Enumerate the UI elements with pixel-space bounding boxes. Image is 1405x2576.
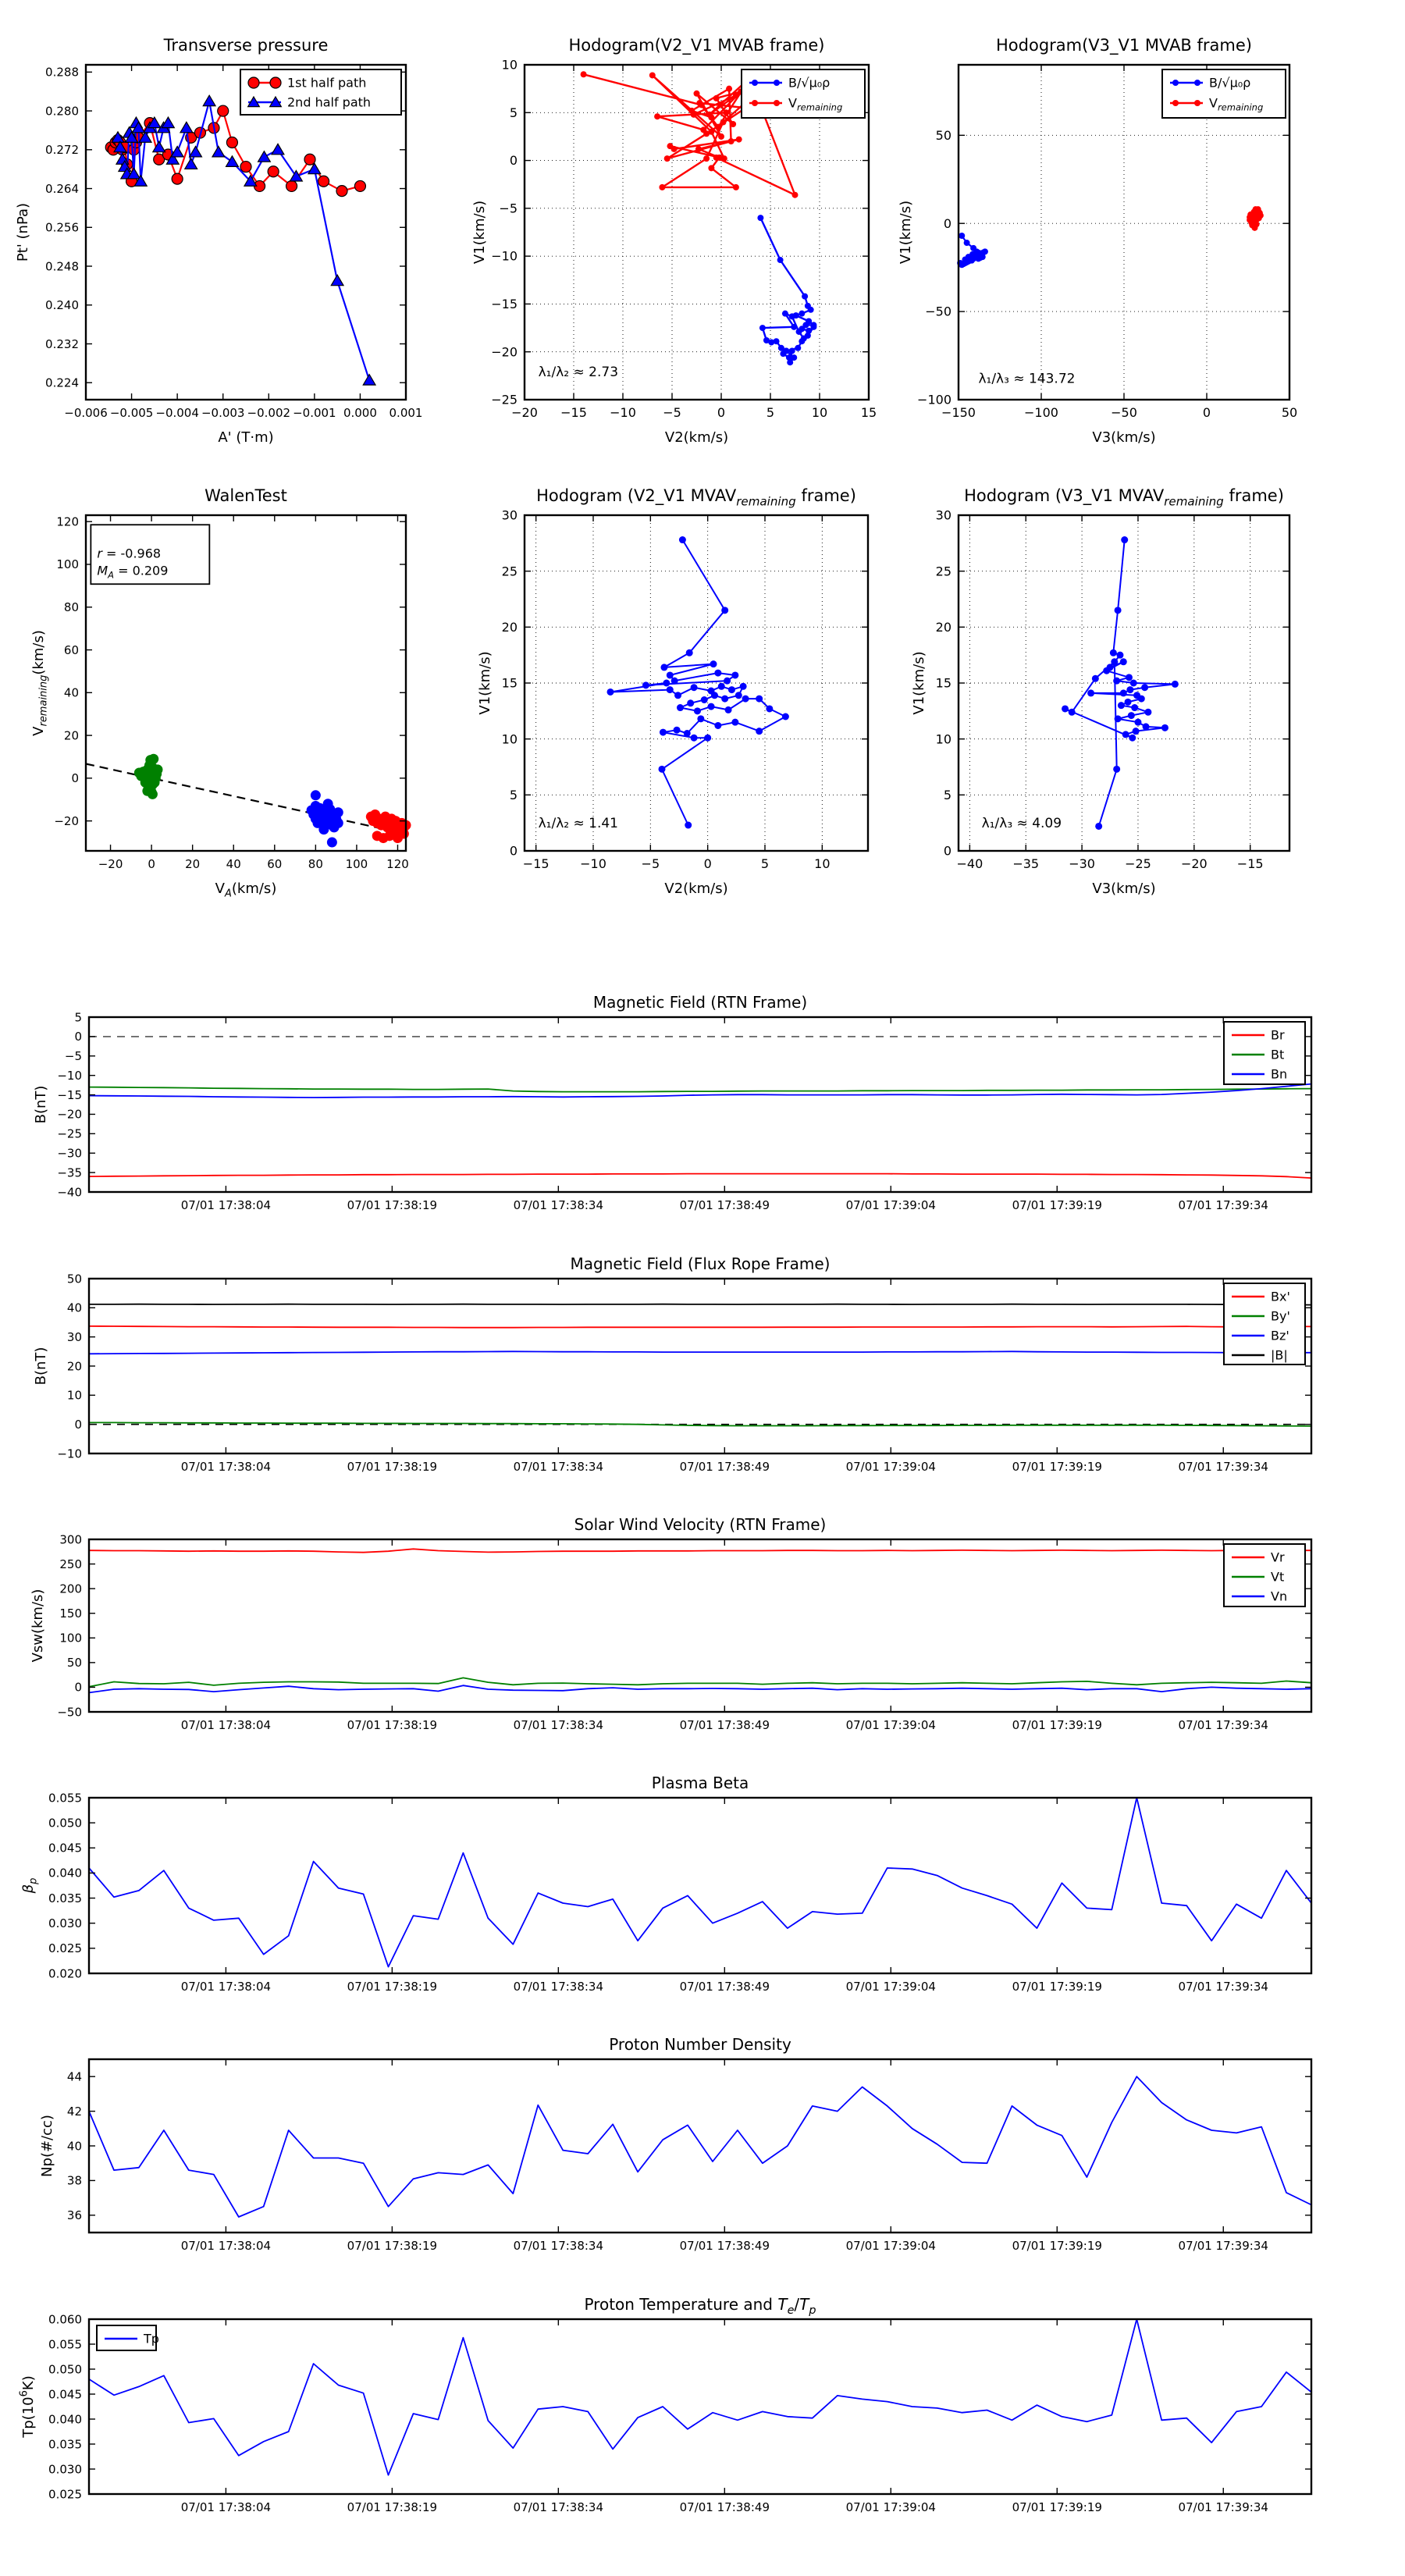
svg-text:Vremaining​: $V_{remaining}$ xyxy=(1209,95,1264,113)
svg-text:38: 38 xyxy=(66,2173,82,2188)
svg-text:Plasma Beta: Plasma Beta xyxy=(651,1774,749,1792)
svg-text:By': By' xyxy=(1271,1308,1290,1324)
svg-text:|B|: |B| xyxy=(1271,1347,1288,1363)
svg-text:0.060: 0.060 xyxy=(48,2312,82,2327)
svg-text:V1(km/s): V1(km/s) xyxy=(471,200,488,265)
svg-text:50: 50 xyxy=(1281,405,1298,420)
svg-text:07/01 17:39:04: 07/01 17:39:04 xyxy=(845,2239,936,2253)
svg-text:−10: −10 xyxy=(57,1068,82,1083)
svg-text:0.001: 0.001 xyxy=(389,406,423,420)
svg-text:Vsw(km/s): Vsw(km/s) xyxy=(30,1589,46,1663)
svg-text:λ₁/λ₃ ≈ 4.09: λ₁/λ₃ ≈ 4.09 xyxy=(981,815,1062,831)
svg-text:−0.001: −0.001 xyxy=(293,406,336,420)
svg-text:−20: −20 xyxy=(54,813,79,828)
svg-text:07/01 17:39:19: 07/01 17:39:19 xyxy=(1012,1718,1102,1732)
svg-text:0.288: 0.288 xyxy=(45,65,79,80)
svg-text:0.025: 0.025 xyxy=(48,2487,82,2502)
svg-text:07/01 17:38:19: 07/01 17:38:19 xyxy=(347,2500,438,2514)
svg-text:0: 0 xyxy=(509,843,518,859)
svg-text:−0.002: −0.002 xyxy=(247,406,291,420)
svg-text:07/01 17:38:49: 07/01 17:38:49 xyxy=(679,2500,770,2514)
svg-text:−15: −15 xyxy=(560,405,587,420)
svg-text:Hodogram(V3_V1 MVAB frame): Hodogram(V3_V1 MVAB frame) xyxy=(996,36,1252,55)
hodogram-v3v1-mvav-plot xyxy=(911,486,1289,897)
svg-text:Magnetic Field (Flux Rope Fram: Magnetic Field (Flux Rope Frame) xyxy=(570,1254,831,1273)
svg-text:Vn: Vn xyxy=(1271,1589,1288,1604)
svg-text:V3(km/s): V3(km/s) xyxy=(1092,429,1156,446)
svg-text:−20: −20 xyxy=(98,857,123,871)
chart-hodogram-v2v1-mvab xyxy=(471,36,877,446)
svg-text:−5: −5 xyxy=(499,201,518,216)
svg-text:B/√μ₀ρ: B/√μ₀ρ xyxy=(788,75,831,91)
svg-text:Br: Br xyxy=(1271,1027,1285,1043)
svg-text:07/01 17:38:34: 07/01 17:38:34 xyxy=(513,1718,604,1732)
svg-text:60: 60 xyxy=(267,857,283,871)
svg-text:0.232: 0.232 xyxy=(45,336,79,351)
svg-text:5: 5 xyxy=(74,1010,82,1025)
svg-text:λ₁/λ₂ ≈ 1.41: λ₁/λ₂ ≈ 1.41 xyxy=(538,815,618,831)
svg-text:0.280: 0.280 xyxy=(45,104,79,119)
svg-text:0.240: 0.240 xyxy=(45,298,79,313)
svg-text:−50: −50 xyxy=(1111,405,1137,420)
svg-text:20: 20 xyxy=(501,619,518,635)
svg-text:0: 0 xyxy=(74,1680,82,1695)
svg-text:07/01 17:38:49: 07/01 17:38:49 xyxy=(679,1980,770,1994)
svg-text:0.020: 0.020 xyxy=(48,1966,82,1981)
svg-text:−100: −100 xyxy=(1024,405,1058,420)
svg-text:36: 36 xyxy=(66,2208,82,2223)
svg-text:15: 15 xyxy=(501,675,518,691)
svg-text:07/01 17:38:34: 07/01 17:38:34 xyxy=(513,2239,604,2253)
hodogram-v3v1-mvab-plot xyxy=(898,36,1298,446)
svg-text:5: 5 xyxy=(509,105,518,120)
svg-text:−100: −100 xyxy=(917,392,951,407)
svg-text:80: 80 xyxy=(63,600,79,615)
svg-text:0.025: 0.025 xyxy=(48,1941,82,1956)
chart-magnetic-field-flux-rope xyxy=(33,1254,1311,1474)
chart-hodogram-v3v1-mvav xyxy=(911,486,1289,897)
proton-temperature-plot xyxy=(18,2295,1311,2514)
svg-text:250: 250 xyxy=(59,1557,82,1571)
svg-text:40: 40 xyxy=(226,857,241,871)
chart-proton-number-density xyxy=(39,2035,1311,2253)
svg-text:B(nT): B(nT) xyxy=(33,1347,49,1386)
svg-text:−15: −15 xyxy=(522,856,550,871)
svg-text:0.040: 0.040 xyxy=(48,1866,82,1880)
svg-text:0.030: 0.030 xyxy=(48,2462,82,2477)
svg-text:07/01 17:39:34: 07/01 17:39:34 xyxy=(1178,1980,1268,1994)
svg-text:Bz': Bz' xyxy=(1271,1328,1289,1343)
svg-text:100: 100 xyxy=(345,857,368,871)
chart-hodogram-v3v1-mvab xyxy=(898,36,1298,446)
svg-text:07/01 17:39:34: 07/01 17:39:34 xyxy=(1178,2239,1268,2253)
svg-text:Vremaining​(km/s): $V_{remaining}(km/s)$ xyxy=(30,630,50,736)
svg-text:Hodogram(V2_V1 MVAB frame): Hodogram(V2_V1 MVAB frame) xyxy=(568,36,825,55)
svg-text:10: 10 xyxy=(501,57,518,73)
svg-text:07/01 17:39:19: 07/01 17:39:19 xyxy=(1012,1460,1102,1474)
svg-text:07/01 17:39:04: 07/01 17:39:04 xyxy=(845,1980,936,1994)
svg-text:0: 0 xyxy=(943,843,951,859)
svg-text:−40: −40 xyxy=(956,856,984,871)
svg-text:5: 5 xyxy=(766,405,775,420)
walen-test-plot xyxy=(30,486,409,900)
svg-text:120: 120 xyxy=(56,514,79,529)
svg-text:07/01 17:38:19: 07/01 17:38:19 xyxy=(347,2239,438,2253)
svg-text:0: 0 xyxy=(148,857,155,871)
svg-text:A' (T·m): A' (T·m) xyxy=(218,429,274,446)
svg-text:V1(km/s): V1(km/s) xyxy=(477,651,493,715)
svg-text:07/01 17:39:34: 07/01 17:39:34 xyxy=(1178,1718,1268,1732)
svg-text:Vt: Vt xyxy=(1271,1569,1285,1585)
svg-text:120: 120 xyxy=(386,857,409,871)
svg-text:07/01 17:38:04: 07/01 17:38:04 xyxy=(180,1460,272,1474)
svg-text:07/01 17:39:04: 07/01 17:39:04 xyxy=(845,2500,936,2514)
svg-text:−30: −30 xyxy=(1069,856,1095,871)
svg-text:07/01 17:38:49: 07/01 17:38:49 xyxy=(679,1198,770,1212)
svg-text:200: 200 xyxy=(59,1582,82,1596)
svg-text:−35: −35 xyxy=(1012,856,1040,871)
svg-text:5: 5 xyxy=(509,787,518,802)
svg-text:50: 50 xyxy=(66,1272,82,1286)
svg-text:07/01 17:39:04: 07/01 17:39:04 xyxy=(845,1198,936,1212)
svg-text:1st half path: 1st half path xyxy=(287,75,367,91)
svg-text:0.055: 0.055 xyxy=(48,1791,82,1806)
svg-text:0.264: 0.264 xyxy=(45,181,79,196)
svg-text:Hodogram (V2_V1 MVAVremaining​: Hodogram (V2_V1 $MVAV_{remaining}$ frame) xyxy=(536,486,856,509)
svg-text:0.030: 0.030 xyxy=(48,1916,82,1930)
svg-text:Tp: Tp xyxy=(144,2331,159,2347)
svg-text:−10: −10 xyxy=(491,248,518,264)
svg-text:Proton Number Density: Proton Number Density xyxy=(609,2035,791,2054)
svg-text:V1(km/s): V1(km/s) xyxy=(911,651,927,715)
svg-text:0.248: 0.248 xyxy=(45,259,79,274)
svg-text:07/01 17:38:19: 07/01 17:38:19 xyxy=(347,1980,438,1994)
svg-text:0.224: 0.224 xyxy=(45,375,79,390)
svg-text:−15: −15 xyxy=(57,1087,82,1102)
svg-text:−5: −5 xyxy=(641,856,660,871)
svg-text:V1(km/s): V1(km/s) xyxy=(898,200,914,265)
svg-text:50: 50 xyxy=(66,1656,82,1670)
svg-text:20: 20 xyxy=(935,619,951,635)
svg-text:07/01 17:38:19: 07/01 17:38:19 xyxy=(347,1718,438,1732)
svg-text:30: 30 xyxy=(66,1329,82,1344)
svg-text:Vr: Vr xyxy=(1271,1550,1285,1565)
chart-proton-temperature xyxy=(18,2295,1311,2514)
svg-text:07/01 17:38:49: 07/01 17:38:49 xyxy=(679,1718,770,1732)
svg-text:0.055: 0.055 xyxy=(48,2337,82,2352)
svg-text:−40: −40 xyxy=(57,1185,82,1200)
svg-text:B/√μ₀ρ: B/√μ₀ρ xyxy=(1209,75,1251,91)
svg-text:10: 10 xyxy=(501,731,518,747)
svg-text:λ₁/λ₂ ≈ 2.73: λ₁/λ₂ ≈ 2.73 xyxy=(538,364,619,380)
svg-text:07/01 17:39:19: 07/01 17:39:19 xyxy=(1012,1980,1102,1994)
svg-text:150: 150 xyxy=(59,1606,82,1621)
svg-text:10: 10 xyxy=(811,405,828,420)
svg-text:07/01 17:39:34: 07/01 17:39:34 xyxy=(1178,2500,1268,2514)
svg-text:Vremaining​: $V_{remaining}$ xyxy=(788,95,843,113)
svg-text:07/01 17:39:04: 07/01 17:39:04 xyxy=(845,1718,936,1732)
svg-text:−20: −20 xyxy=(1180,856,1208,871)
chart-hodogram-v2v1-mvav xyxy=(477,486,868,897)
svg-text:V3(km/s): V3(km/s) xyxy=(1092,881,1156,897)
svg-text:10: 10 xyxy=(935,731,951,747)
svg-text:0.045: 0.045 xyxy=(48,1841,82,1856)
svg-text:07/01 17:38:04: 07/01 17:38:04 xyxy=(180,2239,272,2253)
chart-plasma-beta xyxy=(20,1774,1311,1994)
svg-text:07/01 17:39:34: 07/01 17:39:34 xyxy=(1178,1198,1268,1212)
svg-text:βp​: $\beta_p$ xyxy=(20,1877,40,1894)
svg-text:0.035: 0.035 xyxy=(48,1891,82,1905)
svg-text:07/01 17:39:19: 07/01 17:39:19 xyxy=(1012,2239,1102,2253)
magnetic-field-flux-rope-plot xyxy=(33,1254,1311,1474)
svg-text:VA​(km/s): $V_A(km/s)$ xyxy=(215,881,277,900)
svg-text:15: 15 xyxy=(860,405,877,420)
svg-text:10: 10 xyxy=(814,856,831,871)
svg-text:20: 20 xyxy=(63,728,79,743)
svg-text:07/01 17:38:04: 07/01 17:38:04 xyxy=(180,1718,272,1732)
svg-text:50: 50 xyxy=(935,127,951,143)
svg-text:−50: −50 xyxy=(57,1705,82,1720)
svg-text:Proton Temperature and Te​/Tp​: Proton Temperature and $T_e/T_p$ xyxy=(584,2295,816,2317)
svg-text:0.000: 0.000 xyxy=(343,406,377,420)
svg-text:300: 300 xyxy=(59,1532,82,1547)
svg-text:07/01 17:38:34: 07/01 17:38:34 xyxy=(513,2500,604,2514)
svg-text:−0.004: −0.004 xyxy=(155,406,199,420)
svg-text:0.045: 0.045 xyxy=(48,2387,82,2402)
svg-text:Bx': Bx' xyxy=(1271,1289,1290,1304)
svg-text:−35: −35 xyxy=(57,1165,82,1180)
svg-text:−10: −10 xyxy=(610,405,636,420)
proton-number-density-plot xyxy=(39,2035,1311,2253)
svg-text:−15: −15 xyxy=(1236,856,1264,871)
svg-text:07/01 17:38:04: 07/01 17:38:04 xyxy=(180,2500,272,2514)
svg-text:0: 0 xyxy=(703,856,712,871)
svg-text:Hodogram (V3_V1 MVAVremaining​: Hodogram (V3_V1 $MVAV_{remaining}$ frame) xyxy=(964,486,1284,509)
svg-text:−30: −30 xyxy=(57,1146,82,1161)
svg-text:V2(km/s): V2(km/s) xyxy=(664,881,728,897)
svg-text:0: 0 xyxy=(943,215,951,231)
svg-text:WalenTest: WalenTest xyxy=(205,486,287,505)
svg-text:40: 40 xyxy=(66,2139,82,2154)
svg-text:0: 0 xyxy=(717,405,726,420)
svg-text:07/01 17:39:04: 07/01 17:39:04 xyxy=(845,1460,936,1474)
svg-text:−5: −5 xyxy=(663,405,681,420)
svg-text:5: 5 xyxy=(760,856,770,871)
hodogram-v2v1-mvab-plot xyxy=(471,36,877,446)
svg-text:B(nT): B(nT) xyxy=(33,1085,49,1124)
svg-text:0: 0 xyxy=(74,1030,82,1044)
svg-text:07/01 17:38:49: 07/01 17:38:49 xyxy=(679,1460,770,1474)
hodogram-v2v1-mvav-plot xyxy=(477,486,868,897)
svg-text:0.272: 0.272 xyxy=(45,143,79,158)
svg-text:Tp(106​K): $Tp(10^6K)$ xyxy=(18,2375,37,2438)
svg-text:−0.006: −0.006 xyxy=(64,406,108,420)
svg-text:−10: −10 xyxy=(580,856,606,871)
svg-text:07/01 17:39:19: 07/01 17:39:19 xyxy=(1012,2500,1102,2514)
svg-text:40: 40 xyxy=(63,685,79,700)
svg-text:0: 0 xyxy=(74,1417,82,1432)
svg-text:−20: −20 xyxy=(511,405,538,420)
svg-text:Magnetic Field (RTN Frame): Magnetic Field (RTN Frame) xyxy=(592,993,808,1012)
svg-text:−150: −150 xyxy=(941,405,976,420)
svg-text:−25: −25 xyxy=(1125,856,1151,871)
solar-wind-velocity-plot xyxy=(30,1515,1311,1732)
svg-text:0.256: 0.256 xyxy=(45,220,79,235)
svg-text:−15: −15 xyxy=(491,297,518,312)
svg-text:20: 20 xyxy=(66,1359,82,1374)
svg-text:30: 30 xyxy=(501,507,518,523)
svg-text:07/01 17:38:19: 07/01 17:38:19 xyxy=(347,1460,438,1474)
svg-text:42: 42 xyxy=(66,2104,82,2119)
svg-text:2nd half path: 2nd half path xyxy=(287,94,372,110)
svg-text:V2(km/s): V2(km/s) xyxy=(664,429,729,446)
svg-text:Pt' (nPa): Pt' (nPa) xyxy=(15,202,31,262)
svg-text:MA​ = 0.209: $M_A = 0.209$ xyxy=(97,563,169,581)
svg-text:30: 30 xyxy=(935,507,951,523)
svg-text:−10: −10 xyxy=(57,1446,82,1461)
svg-text:10: 10 xyxy=(66,1388,82,1403)
svg-text:0.035: 0.035 xyxy=(48,2437,82,2452)
svg-text:15: 15 xyxy=(935,675,951,691)
svg-text:07/01 17:38:04: 07/01 17:38:04 xyxy=(180,1980,272,1994)
svg-text:07/01 17:38:34: 07/01 17:38:34 xyxy=(513,1980,604,1994)
svg-text:Solar Wind Velocity (RTN Frame: Solar Wind Velocity (RTN Frame) xyxy=(574,1515,827,1534)
svg-text:0: 0 xyxy=(71,771,79,786)
svg-text:25: 25 xyxy=(501,564,518,579)
svg-text:−0.005: −0.005 xyxy=(109,406,154,420)
svg-text:Transverse pressure: Transverse pressure xyxy=(163,36,329,55)
svg-text:Np(#/cc): Np(#/cc) xyxy=(39,2115,55,2177)
svg-text:07/01 17:39:34: 07/01 17:39:34 xyxy=(1178,1460,1268,1474)
magnetic-field-rtn-plot xyxy=(33,993,1311,1212)
svg-text:44: 44 xyxy=(66,2069,82,2084)
svg-text:−5: −5 xyxy=(64,1049,82,1064)
svg-text:−20: −20 xyxy=(57,1107,82,1122)
chart-magnetic-field-rtn xyxy=(33,993,1311,1212)
transverse-pressure-plot xyxy=(15,36,423,446)
svg-text:07/01 17:38:04: 07/01 17:38:04 xyxy=(180,1198,272,1212)
svg-text:07/01 17:38:19: 07/01 17:38:19 xyxy=(347,1198,438,1212)
svg-text:100: 100 xyxy=(59,1631,82,1646)
svg-text:Bt: Bt xyxy=(1271,1047,1285,1062)
svg-text:0.050: 0.050 xyxy=(48,1816,82,1831)
svg-text:−25: −25 xyxy=(491,392,518,407)
svg-text:λ₁/λ₃ ≈ 143.72: λ₁/λ₃ ≈ 143.72 xyxy=(978,371,1076,387)
svg-text:−25: −25 xyxy=(57,1126,82,1141)
chart-transverse-pressure xyxy=(15,36,423,446)
svg-text:Bn: Bn xyxy=(1271,1066,1288,1082)
svg-text:100: 100 xyxy=(56,557,79,572)
svg-text:0.040: 0.040 xyxy=(48,2412,82,2427)
chart-solar-wind-velocity xyxy=(30,1515,1311,1732)
svg-text:0: 0 xyxy=(509,153,518,169)
svg-text:60: 60 xyxy=(63,642,79,657)
svg-text:20: 20 xyxy=(185,857,201,871)
svg-text:0.050: 0.050 xyxy=(48,2362,82,2377)
svg-text:07/01 17:38:34: 07/01 17:38:34 xyxy=(513,1198,604,1212)
svg-text:5: 5 xyxy=(943,787,951,802)
svg-text:−20: −20 xyxy=(491,344,518,360)
svg-text:40: 40 xyxy=(66,1300,82,1315)
svg-text:07/01 17:38:34: 07/01 17:38:34 xyxy=(513,1460,604,1474)
svg-text:0: 0 xyxy=(1202,405,1211,420)
svg-text:07/01 17:38:49: 07/01 17:38:49 xyxy=(679,2239,770,2253)
svg-text:80: 80 xyxy=(308,857,323,871)
svg-text:07/01 17:39:19: 07/01 17:39:19 xyxy=(1012,1198,1102,1212)
svg-text:25: 25 xyxy=(935,564,951,579)
svg-text:−50: −50 xyxy=(925,304,951,319)
svg-text:−0.003: −0.003 xyxy=(201,406,245,420)
chart-walen-test xyxy=(30,486,409,900)
svg-text:r = -0.968: r = -0.968 xyxy=(97,546,162,561)
